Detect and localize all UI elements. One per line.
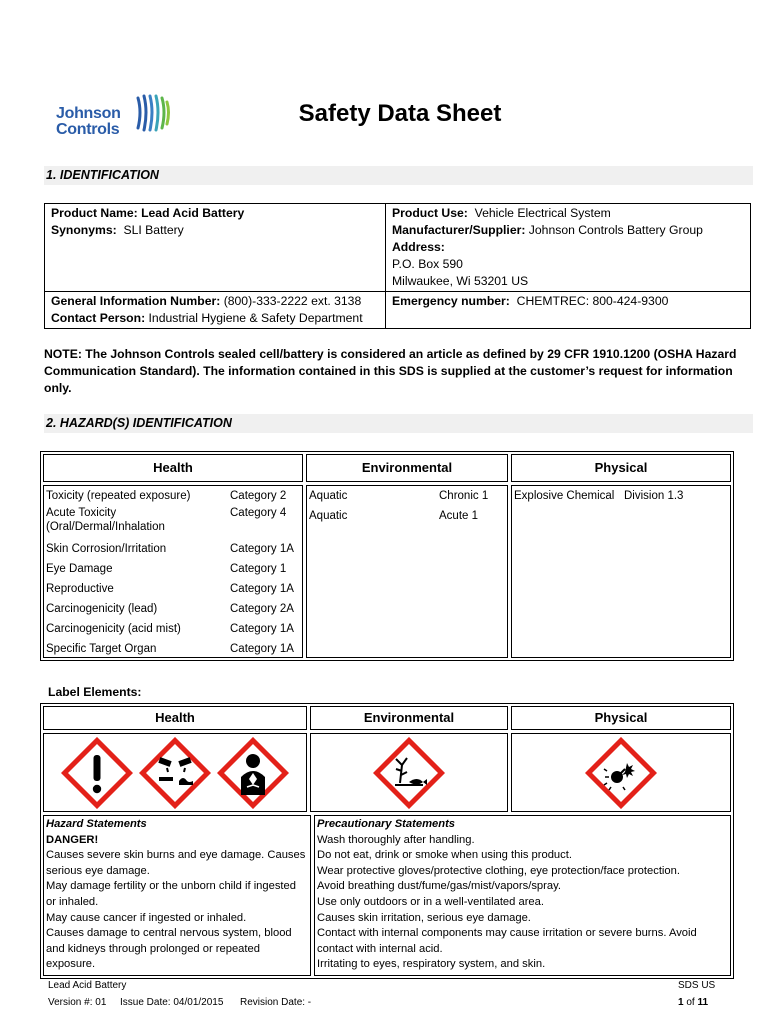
hazard-category: Category 1 [230,563,287,575]
health-row [44,556,302,576]
emergency-label: Emergency number: [392,294,510,308]
label-column-environmental: Environmental [310,706,508,730]
physical-categories [511,485,731,658]
logo-line2: Controls [56,121,120,138]
corrosion-icon [139,737,211,809]
precautionary-statements [314,815,731,976]
hazard-statements-title: Hazard Statements [46,818,147,830]
hazard-statement: Causes damage to central nervous system, blood and kidneys through prolonged or repeated exposure. [46,927,292,971]
hazard-statement: May cause cancer if ingested or inhaled. [46,911,247,924]
manufacturer-value: Johnson Controls Battery Group [528,223,703,237]
precautionary-statement: Causes skin irritation, serious eye damage. [317,911,531,924]
hazard-category: Category 2A [230,603,294,615]
footer-version: Version #: 01 [48,997,107,1008]
hazard-name: Carcinogenicity (lead) [46,603,158,615]
physical-row [512,486,730,503]
section-2-heading-text: 2. HAZARD(S) IDENTIFICATION [46,416,232,430]
precautionary-statement: Do not eat, drink or smoke when using this product. [317,849,572,862]
logo-line1: Johnson [56,105,121,122]
general-info-value: (800)-333-2222 ext. 3138 [223,294,362,308]
page-number [678,997,708,1008]
product-use-label: Product Use: [392,206,468,220]
hazard-statements [43,815,311,976]
hazard-category: Category 1A [230,543,294,555]
health-categories [43,485,303,658]
synonyms-label: Synonyms: [51,223,117,237]
environmental-row [307,503,507,523]
hazard-category: Category 2 [230,490,287,502]
precautionary-statement: Irritating to eyes, respiratory system, and skin. [317,958,546,971]
label-column-physical: Physical [511,706,731,730]
emergency-value: CHEMTREC: 800-424-9300 [516,294,669,308]
health-row [44,576,302,596]
contact-label: Contact Person: [51,311,146,325]
health-row [44,636,302,656]
hazard-category: Category 1A [230,623,294,635]
exclamation-mark-icon [61,737,133,809]
hazard-name: Toxicity (repeated exposure) [46,490,191,502]
page-total: 11 [697,997,709,1008]
label-column-health: Health [43,706,307,730]
hazard-category: Acute 1 [439,510,478,522]
page-of: of [686,997,695,1008]
hazard-name: Specific Target Organ [46,643,157,655]
section-1-heading [44,166,753,185]
product-use-value: Vehicle Electrical System [474,206,611,220]
label-elements-heading: Label Elements: [48,685,142,699]
health-row [44,503,302,534]
hazard-category: Category 1A [230,583,294,595]
precautionary-statement: Use only outdoors or in a well-ventilated area. [317,895,544,908]
footer-issue-date: Issue Date: 04/01/2015 [120,997,224,1008]
note-paragraph: NOTE: The Johnson Controls sealed cell/battery is considered an article as defined by 29 CFR 1910.1200 (OSHA Hazard Communication Standard). The information contained in this SDS is supplied at the customer’s request for information only. [44,347,737,395]
address-line2: Milwaukee, Wi 53201 US [392,274,529,288]
manufacturer-cell [386,204,751,292]
page-current: 1 [678,997,684,1008]
column-header-physical: Physical [511,454,731,482]
hazard-statement: May damage fertility or the unborn child if ingested or inhaled. [46,880,296,908]
label-elements-table [40,703,734,979]
footer-product: Lead Acid Battery [48,980,127,991]
identification-table [44,203,751,329]
address-label: Address: [392,240,445,254]
hazard-statement: Causes severe skin burns and eye damage. Causes serious eye damage. [46,849,306,877]
page-title: Safety Data Sheet [298,100,502,127]
product-name-label: Product Name: [51,206,138,220]
precautionary-statement: Contact with internal components may cause irritation or severe burns. Avoid contact with internal acid. [317,927,697,955]
hazard-category: Category 4 [230,507,287,519]
footer-doc-type: SDS US [678,980,716,991]
hazard-category: Chronic 1 [439,490,489,502]
health-row [44,596,302,616]
hazard-name: Aquatic [309,510,348,522]
hazard-category: Category 1A [230,643,294,655]
column-header-environmental: Environmental [306,454,508,482]
precautionary-statement: Wear protective gloves/protective clothing, eye protection/face protection. [317,864,680,877]
column-header-health: Health [43,454,303,482]
environmental-pictograms [310,733,508,812]
synonyms-value: SLI Battery [123,223,184,237]
precautionary-statements-title: Precautionary Statements [317,818,456,830]
environmental-row [307,486,507,503]
hazard-name: Acute Toxicity (Oral/Dermal/Inhalation [46,507,165,533]
footer-revision-date: Revision Date: - [240,997,312,1008]
precautionary-statement: Wash thoroughly after handling. [317,833,475,846]
health-row [44,616,302,636]
manufacturer-label: Manufacturer/Supplier: [392,223,526,237]
exploding-bomb-icon [585,737,657,809]
hazard-name: Reproductive [46,583,114,595]
environmental-categories [306,485,508,658]
section-1-heading-text: 1. IDENTIFICATION [46,168,159,182]
address-line1: P.O. Box 590 [392,257,463,271]
health-row [44,534,302,556]
health-row [44,486,302,503]
hazard-name: Explosive Chemical [514,490,615,502]
signal-word: DANGER! [46,833,99,846]
hazard-name: Aquatic [309,490,348,502]
environment-icon [373,737,445,809]
hazard-category: Division 1.3 [624,490,684,502]
health-hazard-icon [217,737,289,809]
hazard-name: Skin Corrosion/Irritation [46,543,167,555]
contact-value: Industrial Hygiene & Safety Department [148,311,363,325]
hazard-classification-table [40,451,734,661]
emergency-cell [386,292,751,329]
health-pictograms [43,733,307,812]
product-name-value: Lead Acid Battery [141,206,245,220]
hazard-name: Eye Damage [46,563,113,575]
section-2-heading [44,414,753,433]
general-info-cell [45,292,386,329]
general-info-label: General Information Number: [51,294,221,308]
precautionary-statement: Avoid breathing dust/fume/gas/mist/vapors/spray. [317,880,561,893]
hazard-name: Carcinogenicity (acid mist) [46,623,181,635]
product-cell [45,204,386,292]
physical-pictograms [511,733,731,812]
